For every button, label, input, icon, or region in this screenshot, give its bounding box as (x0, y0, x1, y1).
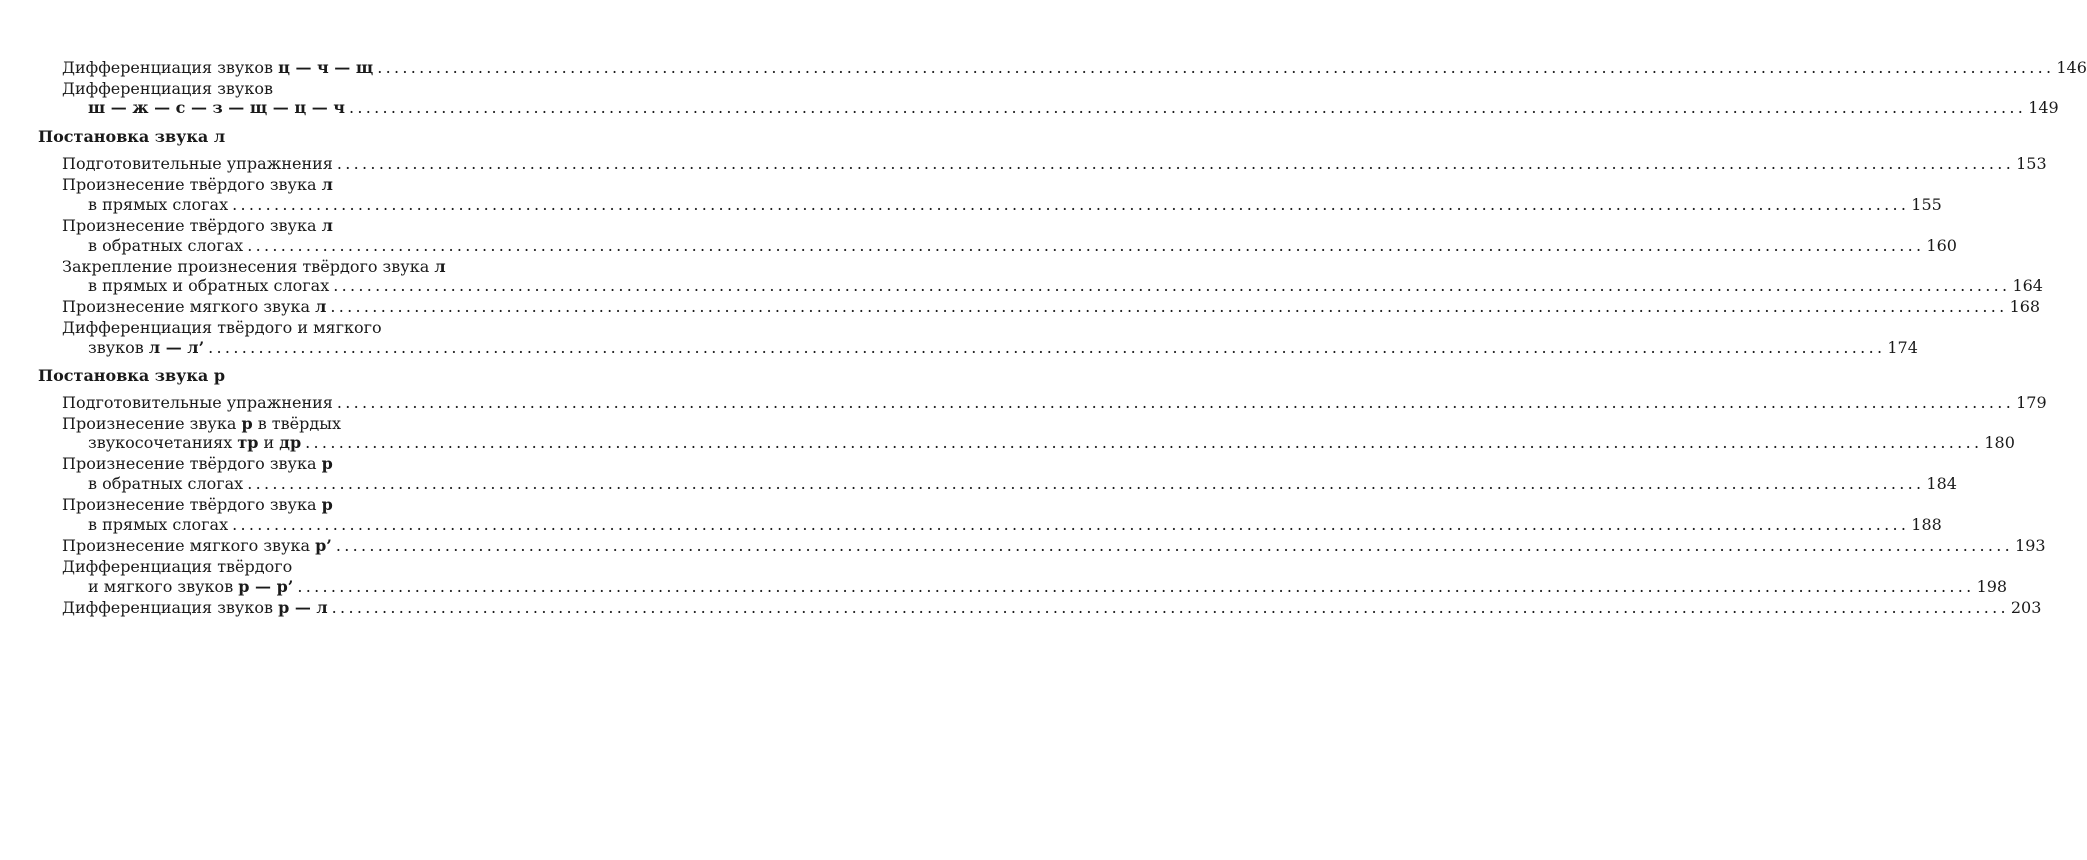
title-segment: Дифференциация звуков (62, 79, 273, 98)
sound-label: л (315, 297, 327, 316)
sound-label: р (321, 454, 333, 473)
toc-entry-text (62, 317, 382, 339)
title-segment: Постановка звука л (38, 127, 226, 146)
toc-entry (62, 153, 2047, 175)
entry-title (88, 337, 204, 359)
entry-title (88, 576, 293, 598)
sound-label: л (321, 175, 333, 194)
page-number: 153 (2016, 154, 2047, 173)
sound-label: р — р’ (238, 577, 294, 596)
toc-entry (88, 473, 1957, 495)
entry-title (62, 175, 333, 194)
page-number: 184 (1926, 474, 1957, 493)
title-segment: в прямых слогах (88, 195, 229, 214)
title-segment: звукосочетаниях (88, 433, 238, 452)
toc-entry (62, 296, 2041, 318)
entry-title (62, 454, 333, 473)
sound-label: др (279, 433, 302, 452)
dot-leader: ........................................................................................................................................................................................................ (208, 338, 1886, 357)
entry-title (62, 79, 273, 98)
entry-title (88, 235, 243, 257)
page-number: 198 (1976, 577, 2008, 596)
section-heading (38, 126, 225, 148)
sound-label: ц — ч — щ (278, 58, 374, 77)
toc-entry-text (62, 494, 333, 516)
dot-leader: ........................................................................................................................................................................................................ (336, 154, 2015, 173)
entry-title (62, 557, 292, 576)
entry-title (62, 153, 333, 175)
entry-title (88, 194, 228, 216)
page-number: 168 (2009, 297, 2041, 316)
dot-leader: ........................................................................................................................................................................................................ (330, 297, 2008, 316)
entry-title (62, 296, 326, 318)
title-segment: Постановка звука р (38, 366, 226, 385)
dot-leader: ........................................................................................................................................................................................................ (349, 98, 2027, 117)
sound-label: р (241, 414, 253, 433)
toc-entry (62, 392, 2047, 414)
title-segment: в обратных слогах (88, 236, 244, 255)
title-segment: Закрепление произнесения твёрдого звука (62, 257, 435, 276)
title-segment: Дифференциация звуков (62, 598, 279, 617)
toc-entry (62, 57, 2087, 79)
dot-leader: ........................................................................................................................................................................................................ (247, 474, 1925, 493)
dot-leader: ........................................................................................................................................................................................................ (331, 598, 2009, 617)
page-number: 146 (2056, 58, 2087, 77)
title-segment: в твёрдых (252, 414, 341, 433)
title-segment: Дифференциация звуков (62, 58, 279, 77)
sound-label: р (321, 495, 333, 514)
entry-title (38, 366, 225, 385)
toc-entry-text (62, 453, 333, 475)
page-number: 164 (2012, 276, 2043, 295)
dot-leader: ........................................................................................................................................................................................................ (335, 536, 2014, 555)
title-segment: Произнесение твёрдого звука (62, 216, 322, 235)
page-number: 180 (1984, 433, 2015, 452)
title-segment: Произнесение твёрдого звука (62, 495, 322, 514)
entry-title (38, 127, 225, 146)
entry-title (88, 432, 301, 454)
entry-title (62, 495, 333, 514)
title-segment: Произнесение мягкого звука (62, 536, 316, 555)
page-number: 174 (1887, 338, 1918, 357)
title-segment: Произнесение звука (62, 414, 242, 433)
sound-label: л — л’ (148, 338, 205, 357)
sound-label: л (434, 257, 446, 276)
dot-leader: ........................................................................................................................................................................................................ (297, 577, 1975, 596)
page-number: 149 (2028, 98, 2059, 117)
sound-label: р’ (315, 536, 332, 555)
toc-entry (62, 535, 2046, 557)
entry-title (62, 414, 341, 433)
dot-leader: ........................................................................................................................................................................................................ (336, 393, 2015, 412)
entry-title (62, 535, 332, 557)
title-segment: в прямых и обратных слогах (88, 276, 330, 295)
entry-title (88, 473, 243, 495)
title-segment: в прямых слогах (88, 515, 229, 534)
title-segment: Произнесение твёрдого звука (62, 454, 322, 473)
sound-label: л (321, 216, 333, 235)
sound-label: р — л (278, 598, 328, 617)
toc-entry (88, 275, 2043, 297)
toc-entry (88, 337, 1918, 359)
title-segment: Произнесение мягкого звука (62, 297, 316, 316)
entry-title (62, 318, 382, 337)
page-number: 193 (2015, 536, 2046, 555)
page-number: 203 (2010, 598, 2042, 617)
entry-title (88, 514, 228, 536)
toc-entry (62, 597, 2042, 619)
sound-label: ш — ж — с — з — щ — ц — ч (88, 98, 345, 117)
entry-title (62, 257, 446, 276)
title-segment: звуков (88, 338, 149, 357)
page-number: 188 (1911, 515, 1942, 534)
toc-entry (88, 576, 2008, 598)
toc-entry (88, 194, 1942, 216)
dot-leader: ........................................................................................................................................................................................................ (377, 58, 2055, 77)
sound-label: тр (237, 433, 259, 452)
toc-entry-text (62, 174, 333, 196)
entry-title (62, 216, 333, 235)
toc-entry-text (62, 556, 292, 578)
title-segment: Произнесение твёрдого звука (62, 175, 322, 194)
dot-leader: ........................................................................................................................................................................................................ (232, 195, 1910, 214)
toc-entry (88, 432, 2015, 454)
dot-leader: ........................................................................................................................................................................................................ (247, 236, 1925, 255)
toc-entry-text (62, 215, 333, 237)
entry-title (88, 97, 345, 119)
title-segment: Дифференциация твёрдого и мягкого (62, 318, 382, 337)
dot-leader: ........................................................................................................................................................................................................ (232, 515, 1910, 534)
toc-entry (88, 514, 1942, 536)
title-segment: Дифференциация твёрдого (62, 557, 293, 576)
title-segment: Подготовительные упражнения (62, 393, 333, 412)
page-number: 179 (2016, 393, 2047, 412)
title-segment: и (258, 433, 280, 452)
entry-title (62, 57, 373, 79)
section-heading (38, 365, 225, 387)
dot-leader: ........................................................................................................................................................................................................ (333, 276, 2011, 295)
toc-entry (88, 235, 1957, 257)
dot-leader: ........................................................................................................................................................................................................ (305, 433, 1983, 452)
page-number: 160 (1926, 236, 1957, 255)
title-segment: и мягкого звуков (88, 577, 239, 596)
page-number: 155 (1911, 195, 1942, 214)
title-segment: Подготовительные упражнения (62, 154, 333, 173)
entry-title (62, 597, 328, 619)
toc-entry (88, 97, 2059, 119)
entry-title (62, 392, 333, 414)
title-segment: в обратных слогах (88, 474, 244, 493)
entry-title (88, 275, 329, 297)
